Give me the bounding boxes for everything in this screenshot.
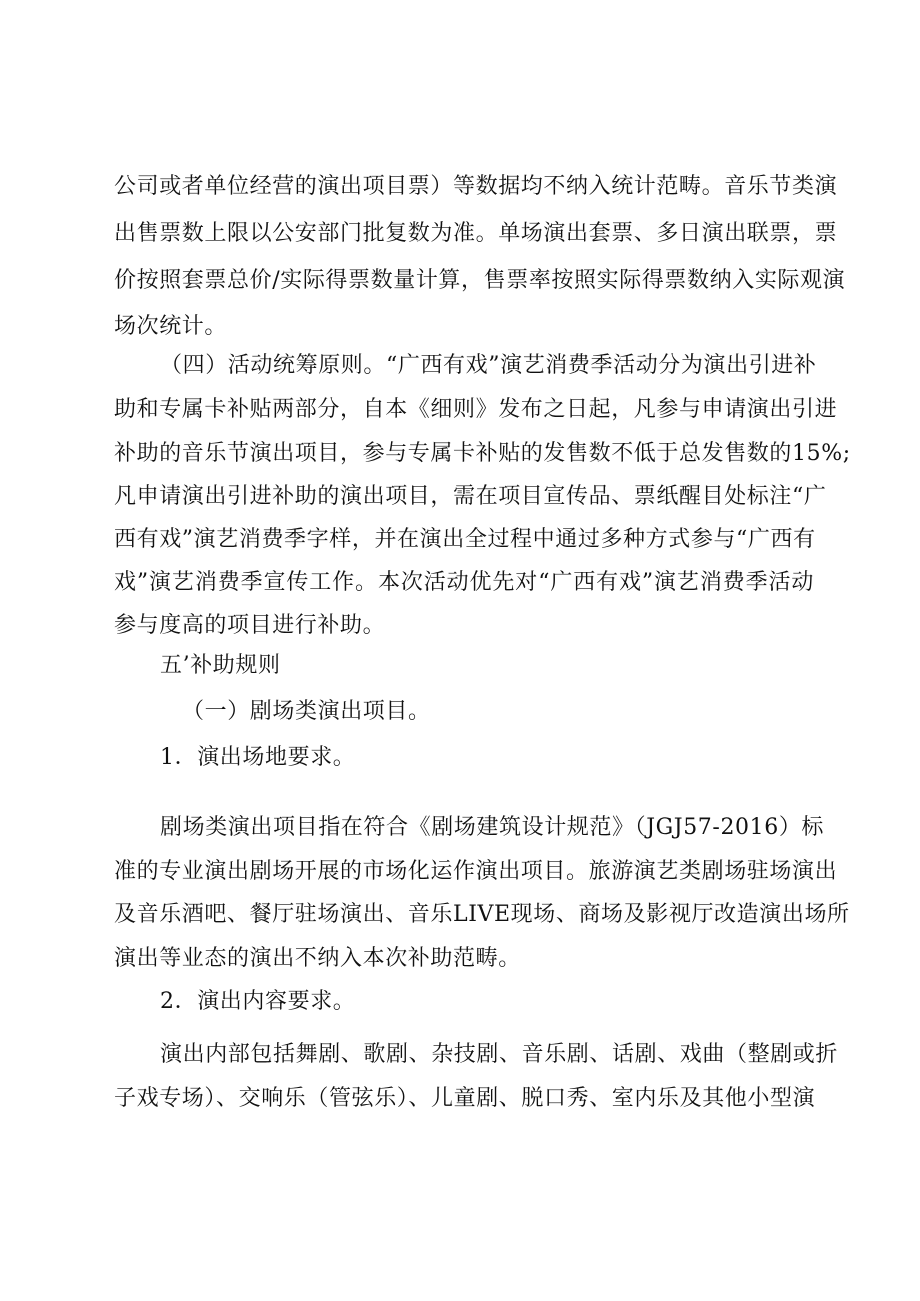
text-line: 凡申请演出引进补助的演出项目，需在项目宣传品、票纸醒目处标注“广 [114,484,827,509]
text-line: 演出等业态的演出不纳入本次补助范畴。 [114,946,521,971]
item-heading: 2．演出内容要求。 [160,989,356,1014]
section-heading: 五’补助规则 [160,653,281,678]
text-line: 价按照套票总价/实际得票数量计算，售票率按照实际得票数纳入实际观演 [114,268,846,293]
text-line: 剧场类演出项目指在符合《剧场建筑设计规范》（JGJ57-2016）标 [160,815,825,840]
subsection-heading: （一）剧场类演出项目。 [182,699,431,724]
text-line: 准的专业演出剧场开展的市场化运作演出项目。旅游演艺类剧场驻场演出 [114,859,838,884]
text-line: 子戏专场）、交响乐（管弦乐）、儿童剧、脱口秀、室内乐及其他小型演 [114,1086,816,1111]
text-line: 演出内部包括舞剧、歌剧、杂技剧、音乐剧、话剧、戏曲（整剧或折 [160,1042,839,1067]
text-line: 参与度高的项目进行补助。 [114,613,386,638]
text-line: 戏”演艺消费季宣传工作。本次活动优先对“广西有戏”演艺消费季活动 [114,570,814,595]
text-line: 补助的音乐节演出项目，参与专属卡补贴的发售数不低于总发售数的15%; [114,441,851,466]
text-line: 助和专属卡补贴两部分，自本《细则》发布之日起，凡参与申请演出引进 [114,397,838,422]
text-line: 公司或者单位经营的演出项目票）等数据均不纳入统计范畴。音乐节类演 [114,174,838,199]
text-line: 及音乐酒吧、餐厅驻场演出、音乐LIVE现场、商场及影视厅改造演出场所 [114,902,850,927]
text-line: （四）活动统筹原则。“广西有戏”演艺消费季活动分为演出引进补 [160,353,817,378]
text-line: 西有戏”演艺消费季字样，并在演出全过程中通过多种方式参与“广西有 [114,527,816,552]
text-line: 场次统计。 [114,314,228,339]
item-heading: 1．演出场地要求。 [160,745,356,770]
text-line: 出售票数上限以公安部门批复数为准。单场演出套票、多日演出联票，票 [114,221,838,246]
